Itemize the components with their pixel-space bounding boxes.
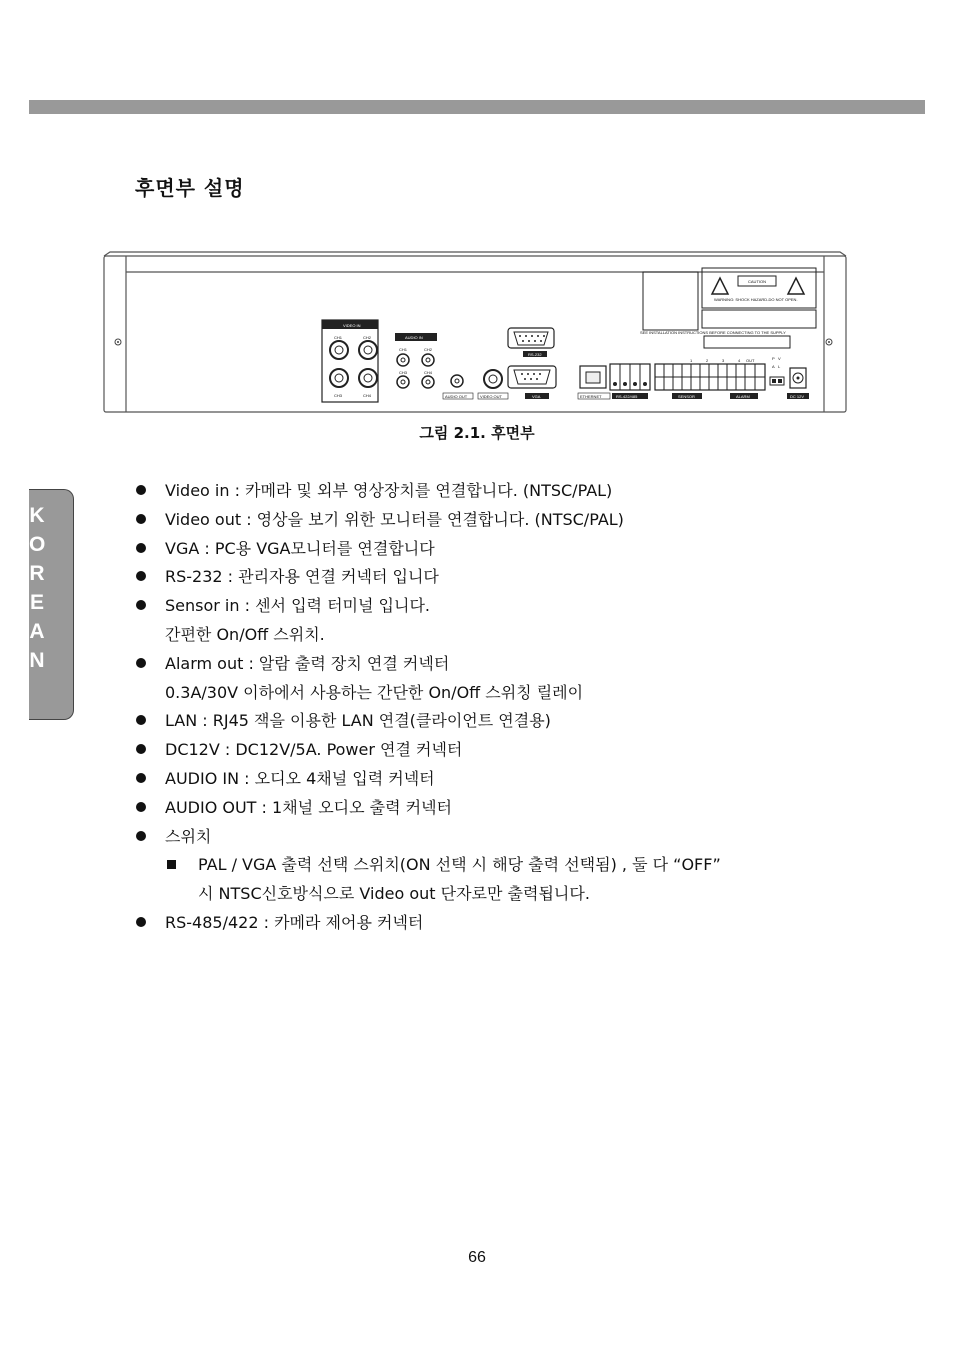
list-item: PAL / VGA 출력 선택 스위치(ON 선택 시 해당 출력 선택됨) , 둘 다 “OFF” — [198, 855, 721, 875]
bullet-marker — [136, 917, 146, 927]
list-item: 간편한 On/Off 스위치. — [165, 625, 325, 644]
pal-vga-switch — [770, 356, 784, 385]
svg-text:CH2: CH2 — [363, 335, 372, 340]
list-item: AUDIO IN : 오디오 4채널 입력 커넥터 — [165, 769, 435, 788]
bullet-marker — [136, 831, 146, 841]
bullet-marker — [136, 744, 146, 754]
square-marker — [167, 860, 176, 869]
side-tab-letter: N — [29, 649, 45, 672]
svg-text:V: V — [778, 356, 781, 361]
video-in-block — [322, 320, 378, 402]
svg-text:CH4: CH4 — [363, 393, 372, 398]
svg-text:RS-232: RS-232 — [528, 352, 542, 357]
bullet-marker — [136, 571, 146, 581]
rs232-port — [508, 328, 554, 357]
bullet-marker — [136, 485, 146, 495]
svg-text:DC 12V: DC 12V — [790, 394, 805, 399]
figure-caption: 그림 2.1. 후면부 — [419, 424, 535, 442]
side-tab-letter: E — [29, 591, 44, 614]
bullet-marker — [136, 600, 146, 610]
svg-text:P: P — [772, 356, 775, 361]
svg-text:SEE INSTALLATION INSTRUCTIONS: SEE INSTALLATION INSTRUCTIONS BEFORE CONNECTING TO THE SUPPLY — [640, 330, 786, 335]
video-out-port — [478, 370, 508, 399]
side-tab-letter: A — [29, 620, 45, 643]
svg-text:RS-422/485: RS-422/485 — [616, 394, 638, 399]
svg-text:VIDEO OUT: VIDEO OUT — [480, 394, 503, 399]
list-item: Video out : 영상을 보기 위한 모니터를 연결합니다. (NTSC/PAL) — [165, 509, 624, 529]
ethernet-port — [578, 366, 610, 399]
list-item: RS-485/422 : 카메라 제어용 커넥터 — [165, 913, 424, 932]
audio-in-label: AUDIO IN — [405, 335, 423, 340]
svg-text:A: A — [772, 364, 775, 369]
side-tab-letter: R — [29, 562, 45, 585]
bullet-marker — [136, 658, 146, 668]
list-item: Sensor in : 센서 입력 터미널 입니다. — [165, 596, 430, 616]
svg-text:4: 4 — [738, 358, 741, 363]
language-side-tab — [29, 489, 74, 720]
svg-text:CH4: CH4 — [424, 370, 433, 375]
dc12v-port — [787, 368, 809, 399]
side-tab-letter: K — [29, 504, 45, 527]
svg-text:CH1: CH1 — [399, 347, 408, 352]
audio-out-port — [443, 375, 473, 399]
list-item: VGA : PC용 VGA모니터를 연결합니다 — [165, 538, 435, 558]
svg-text:CH3: CH3 — [334, 393, 343, 398]
list-item: 0.3A/30V 이하에서 사용하는 간단한 On/Off 스위칭 릴레이 — [165, 682, 584, 702]
vga-port — [508, 366, 556, 399]
rs485-terminal — [610, 364, 650, 399]
svg-text:3: 3 — [722, 358, 725, 363]
video-in-label: VIDEO IN — [343, 323, 361, 328]
bullet-marker — [136, 773, 146, 783]
svg-text:1: 1 — [690, 358, 693, 363]
list-item: AUDIO OUT : 1채널 오디오 출력 커넥터 — [165, 797, 453, 817]
caution-label — [643, 268, 816, 348]
sensor-alarm-terminals — [655, 364, 765, 390]
svg-text:2: 2 — [706, 358, 709, 363]
svg-text:CH2: CH2 — [424, 347, 433, 352]
svg-text:L: L — [778, 364, 781, 369]
svg-text:CH3: CH3 — [399, 370, 408, 375]
svg-text:ALARM: ALARM — [736, 394, 750, 399]
list-item: Alarm out : 알람 출력 장치 연결 커넥터 — [165, 653, 450, 673]
list-item: DC12V : DC12V/5A. Power 연결 커넥터 — [165, 740, 463, 760]
list-item: RS-232 : 관리자용 연결 커넥터 입니다 — [165, 567, 439, 587]
svg-text:OUT: OUT — [746, 358, 755, 363]
side-tab-letter: O — [29, 533, 46, 556]
page-number: 66 — [468, 1249, 486, 1266]
bullet-marker — [136, 715, 146, 725]
rear-panel-figure — [100, 250, 850, 418]
svg-text:WARNING: SHOCK HAZARD-DO NOT O: WARNING: SHOCK HAZARD-DO NOT OPEN. — [714, 297, 798, 302]
svg-text:AUDIO OUT: AUDIO OUT — [445, 394, 468, 399]
audio-in-block — [395, 333, 437, 388]
svg-text:VGA: VGA — [532, 394, 541, 399]
list-item: 스위치 — [165, 826, 212, 846]
bullet-marker — [136, 543, 146, 553]
header-bar — [29, 100, 925, 114]
svg-text:SENSOR: SENSOR — [678, 394, 695, 399]
list-item: Video in : 카메라 및 외부 영상장치를 연결합니다. (NTSC/PAL) — [165, 481, 613, 500]
bullet-marker — [136, 514, 146, 524]
svg-text:CH1: CH1 — [334, 335, 343, 340]
svg-text:ETHERNET: ETHERNET — [580, 394, 602, 399]
list-item: LAN : RJ45 잭을 이용한 LAN 연결(클라이언트 연결용) — [165, 711, 551, 731]
list-item: 시 NTSC신호방식으로 Video out 단자로만 출력됩니다. — [198, 884, 590, 904]
bullet-marker — [136, 802, 146, 812]
section-title: 후면부 설명 — [135, 176, 245, 200]
caution-title: CAUTION — [748, 279, 766, 284]
